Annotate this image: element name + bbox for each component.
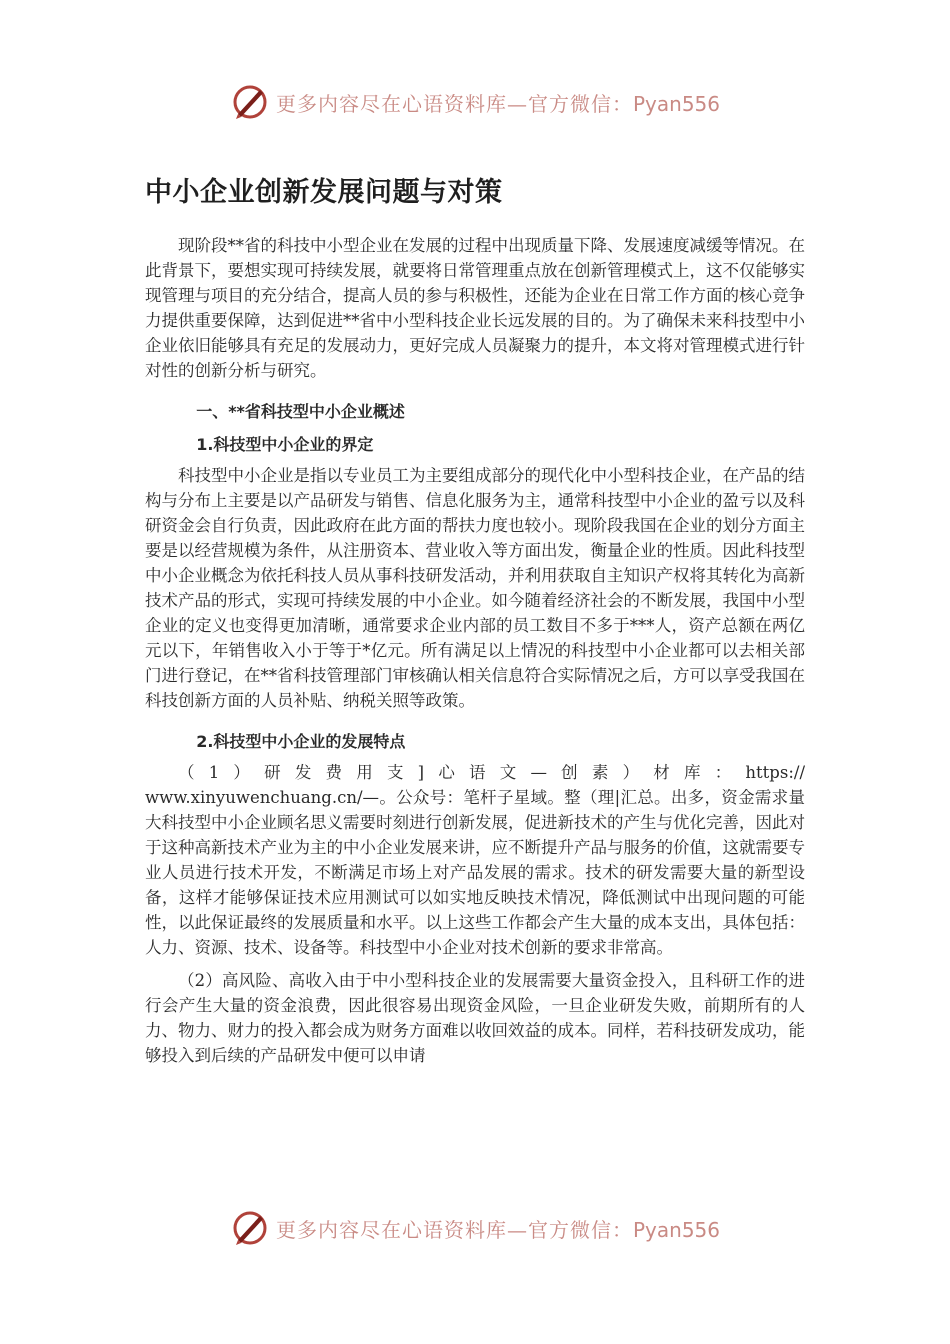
subsection-heading: 2.科技型中小企业的发展特点 bbox=[196, 732, 406, 751]
feature-1-first-line: （1）研发费用支]心语文—创素）材库：https:// bbox=[178, 763, 805, 782]
feature-2-paragraph: （2）高风险、高收入由于中小型科技企业的发展需要大量资金投入，且科研工作的进行会产生大量的资金浪费，因此很容易出现资金风险，一旦企业研发失败，前期所有的人力、物力、财力的投入都会成为财务方面难以收回效益的成本。同样，若科技研发成功，能够投入到后续的产品研发中便可以申请 bbox=[145, 971, 805, 1065]
watermark-text: 更多内容尽在心语资料库—官方微信：Pyan556 bbox=[275, 1217, 720, 1242]
pen-circle-logo-icon bbox=[230, 1208, 270, 1248]
intro-paragraph: 现阶段**省的科技中小型企业在发展的过程中出现质量下降、发展速度减缓等情况。在此背景下，要想实现可持续发展，就要将日常管理重点放在创新管理模式上，这不仅能够实现管理与项目的充分结合，提高人员的参与积极性，还能为企业在日常工作方面的核心竞争力提供重要保障，达到促进**省中小型科技企业长远发展的目的。为了确保未来科技型中小企业依旧能够具有充足的发展动力，更好完成人员凝聚力的提升，本文将对管理模式进行针对性的创新分析与研究。 bbox=[145, 236, 805, 380]
bottom-watermark-banner bbox=[0, 1206, 950, 1250]
definition-paragraph: 科技型中小企业是指以专业员工为主要组成部分的现代化中小型科技企业，在产品的结构与分布上主要是以产品研发与销售、信息化服务为主，通常科技型中小企业的盈亏以及科研资金会自行负责，因此政府在此方面的帮扶力度也较小。现阶段我国在企业的划分方面主要是以经营规模为条件，从注册资本、营业收入等方面出发，衡量企业的性质。因此科技型中小企业概念为依托科技人员从事科技研发活动，并利用获取自主知识产权将其转化为高新技术产品的形式，实现可持续发展的中小企业。如今随着经济社会的不断发展，我国中小型企业的定义也变得更加清晰，通常要求企业内部的员工数目不多于***人，资产总额在两亿元以下，年销售收入小于等于*亿元。所有满足以上情况的科技型中小企业都可以去相关部门进行登记，在**省科技管理部门审核确认相关信息符合实际情况之后，方可以享受我国在科技创新方面的人员补贴、纳税关照等政策。 bbox=[145, 466, 805, 710]
watermark-text: 更多内容尽在心语资料库—官方微信：Pyan556 bbox=[275, 91, 720, 116]
document-body bbox=[145, 170, 805, 1068]
subsection-heading: 1.科技型中小企业的界定 bbox=[196, 435, 374, 454]
feature-1-paragraph: www.xinyuwenchuang.cn/—。公众号：笔杆子星域。整（理|汇总。出多，资金需求量大科技型中小企业顾名思义需要时刻进行创新发展，促进新技术的产生与优化完善，因此对于这种高新技术产业为主的中小企业发展来讲，应不断提升产品与服务的价值，这就需要专业人员进行技术开发，不断满足市场上对产品发展的需求。技术的研发需要大量的新型设备，这样才能够保证技术应用测试可以如实地反映技术情况，降低测试中出现问题的可能性，以此保证最终的发展质量和水平。以上这些工作都会产生大量的成本支出，具体包括：人力、资源、技术、设备等。科技型中小企业对技术创新的要求非常高。 bbox=[145, 788, 805, 957]
section-heading: 一、**省科技型中小企业概述 bbox=[196, 402, 405, 421]
page-title: 中小企业创新发展问题与对策 bbox=[145, 177, 503, 208]
pen-circle-logo-icon bbox=[230, 82, 270, 122]
top-watermark-banner bbox=[0, 80, 950, 124]
